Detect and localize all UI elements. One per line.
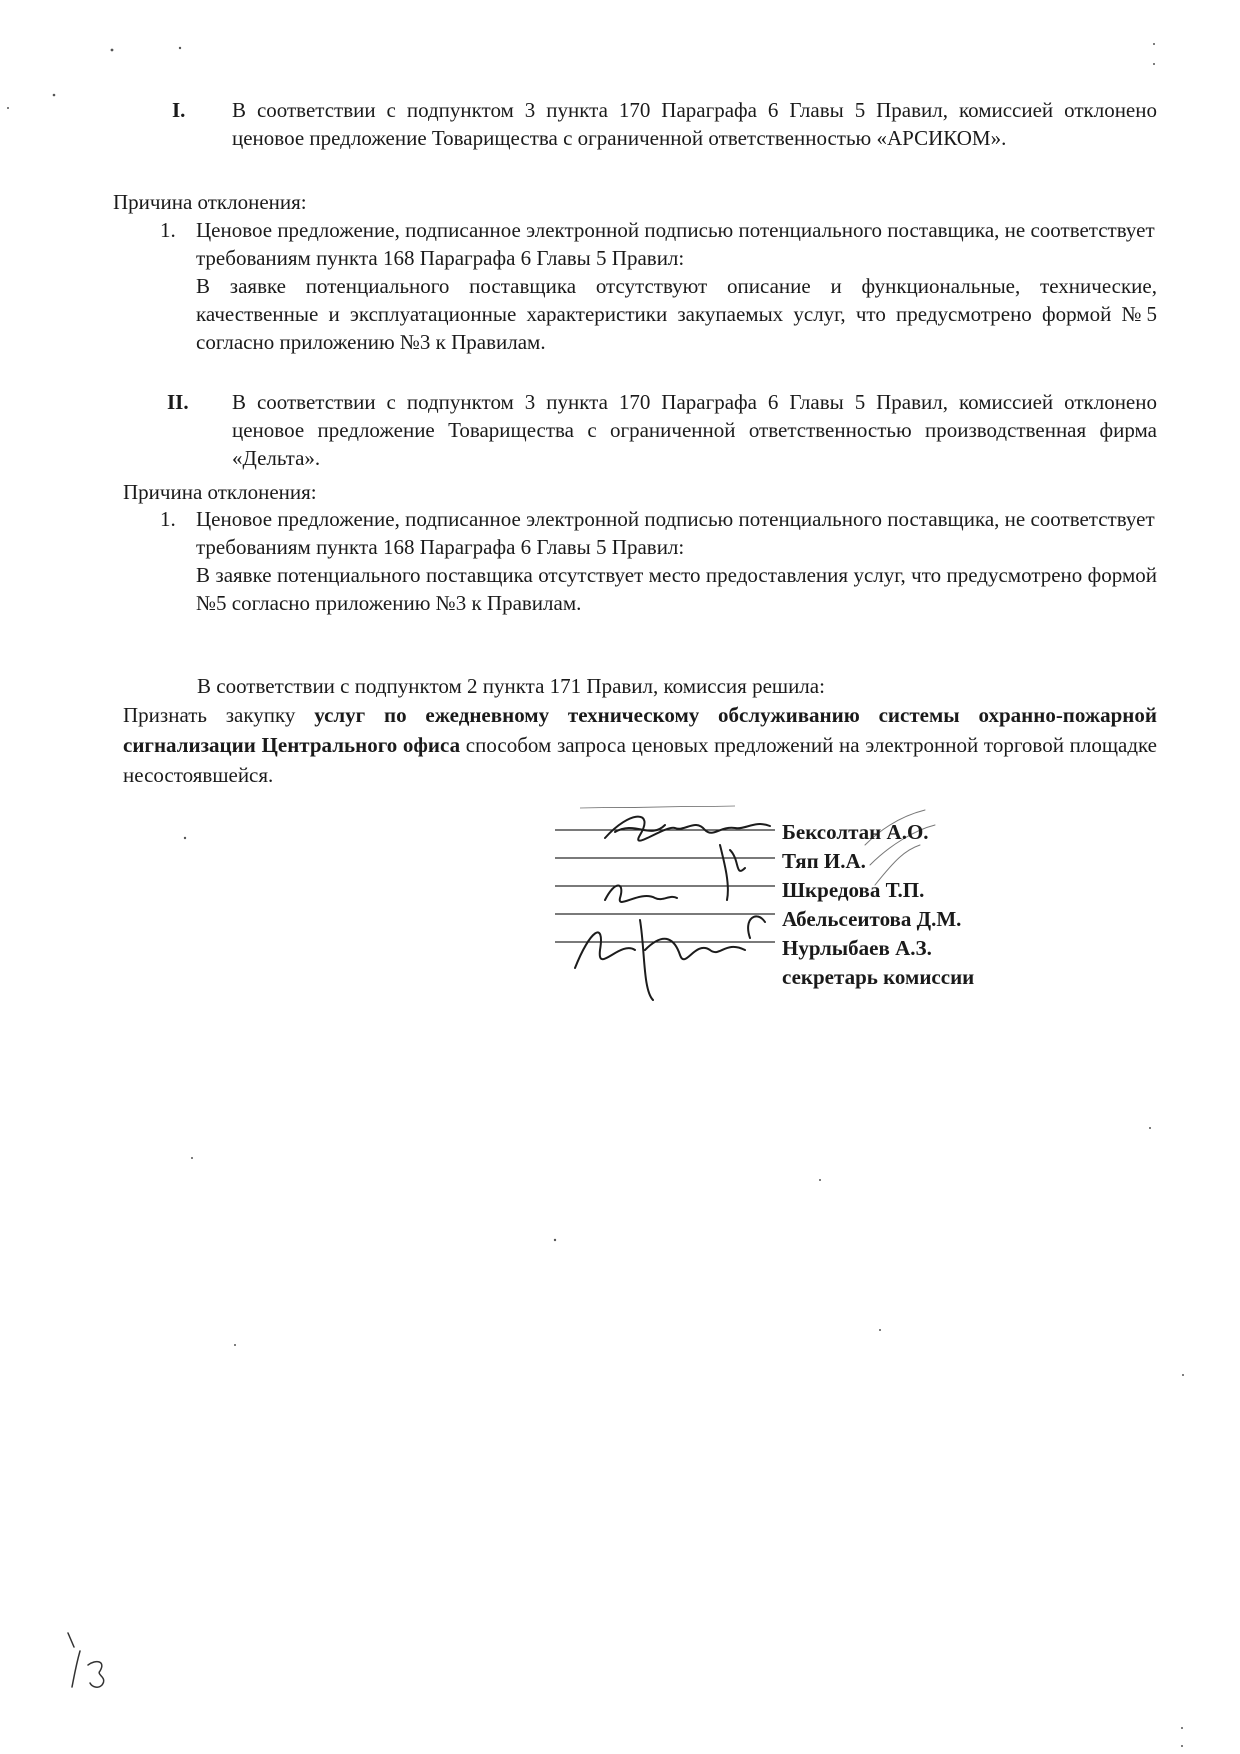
section-1: [172, 96, 1157, 152]
section-1-reason-detail: В заявке потенциального поставщика отсутствуют описание и функциональные, технические, качественные и эксплуатационные характеристики закупаемых услуг, что предусмотрено формой №5 согласно приложению №3 к Правилам.: [196, 274, 1157, 354]
section-2-reason-label: Причина отклонения:: [123, 480, 317, 504]
section-1-reason-label: Причина отклонения:: [113, 190, 307, 214]
signatories-list: [782, 818, 974, 992]
signatory-role: секретарь комиссии: [782, 965, 975, 989]
signatory-name: Нурлыбаев А.З.: [782, 936, 932, 960]
section-1-text: В соответствии с подпунктом 3 пункта 170 Параграфа 6 Главы 5 Правил, комиссией отклонено ценовое предложение Товарищества с ограниченной ответственностью «АРСИКОМ».: [232, 98, 1157, 150]
decision-prefix: Признать закупку: [123, 703, 315, 727]
signatory-name: Бексолтан А.О.: [782, 820, 929, 844]
decision-intro: В соответствии с подпунктом 2 пункта 171 Правил, комиссия решила:: [197, 674, 825, 698]
section-2-reason-detail: В заявке потенциального поставщика отсутствует место предоставления услуг, что предусмотрено формой №5 согласно приложению №3 к Правилам.: [196, 563, 1157, 615]
signatory-name: Тяп И.А.: [782, 849, 866, 873]
decision-subject: услуг по ежедневному техническому обслуживанию системы охранно-пожарной сигнализации Центрального офиса: [123, 703, 1157, 757]
section-2-text: В соответствии с подпунктом 3 пункта 170 Параграфа 6 Главы 5 Правил, комиссией отклонено ценовое предложение Товарищества с ограниченной ответственностью производственная фирма «Дельта».: [232, 390, 1157, 470]
section-1-numeral: I.: [172, 98, 186, 122]
decision-text: [123, 700, 1157, 790]
section-1-reason-number: 1.: [160, 218, 176, 242]
section-2-reason-number: 1.: [160, 507, 176, 531]
section-1-reason-item: [160, 216, 1157, 356]
decision-suffix: способом запроса ценовых предложений на электронной торговой площадке несостоявшейся.: [123, 733, 1158, 787]
section-2-reason-item: [160, 505, 1157, 617]
section-2-reason-text: Ценовое предложение, подписанное электронной подписью потенциального поставщика, не соответствует требованиям пункта 168 Параграфа 6 Главы 5 Правил:: [196, 507, 1155, 559]
handwritten-page-mark: [62, 1625, 122, 1695]
section-2: [167, 388, 1157, 472]
section-1-reason-text: Ценовое предложение, подписанное электронной подписью потенциального поставщика, не соответствует требованиям пункта 168 Параграфа 6 Главы 5 Правил:: [196, 218, 1155, 270]
signatory-name: Шкредова Т.П.: [782, 878, 925, 902]
signatory-name: Абельсеитова Д.М.: [782, 907, 962, 931]
section-2-numeral: II.: [167, 390, 189, 414]
